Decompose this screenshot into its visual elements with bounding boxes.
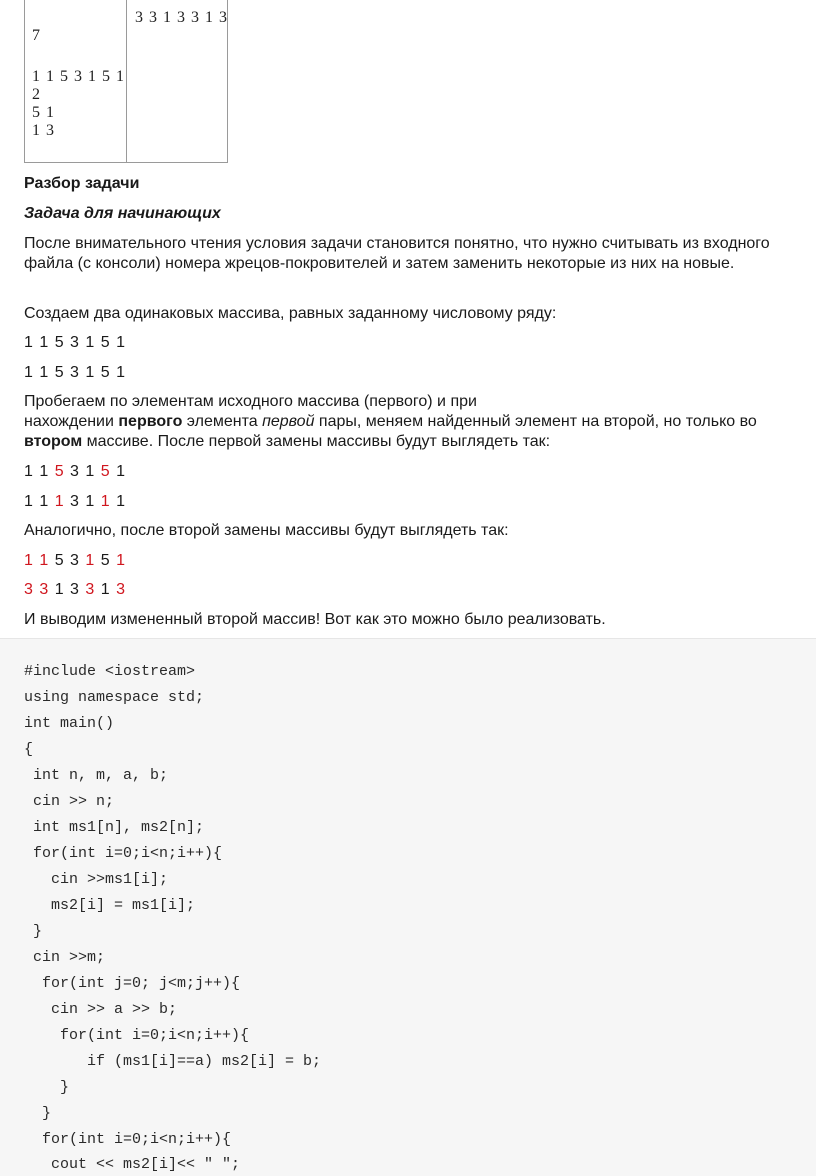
code-line: cout << ms2[i]<< " "; — [24, 1156, 241, 1173]
sequence-after-second-2 — [24, 580, 126, 600]
input-line: 1 1 5 3 1 5 1 — [32, 68, 125, 85]
seq-highlight: 3 — [85, 581, 96, 598]
paragraph-text: элемента — [182, 413, 263, 430]
paragraph-text: пары, меняем найденный элемент на второй, но только во — [314, 413, 757, 430]
bold-text: первого — [118, 413, 183, 430]
section-subheading: Задача для начинающих — [24, 205, 221, 222]
seq-part: 1 — [95, 581, 117, 598]
code-line: int main() — [24, 715, 115, 732]
code-line: using namespace std; — [24, 689, 205, 706]
seq-part: 3 1 — [64, 493, 101, 510]
seq-part: 5 — [95, 552, 117, 569]
output-cell — [127, 0, 228, 163]
code-line: for(int i=0;i<n;i++){ — [24, 1131, 232, 1148]
seq-highlight: 3 — [116, 581, 126, 598]
io-example-table — [24, 0, 228, 163]
code-line: for(int i=0;i<n;i++){ — [24, 1027, 250, 1044]
seq-part: 3 1 — [64, 463, 101, 480]
code-line: for(int i=0;i<n;i++){ — [24, 845, 223, 862]
sequence-array2: 1 1 5 3 1 5 1 — [24, 364, 126, 381]
sequence-array1: 1 1 5 3 1 5 1 — [24, 334, 126, 351]
seq-highlight: 1 1 — [24, 552, 50, 569]
code-line: #include <iostream> — [24, 663, 196, 680]
code-line: int ms1[n], ms2[n]; — [24, 819, 205, 836]
code-line: for(int j=0; j<m;j++){ — [24, 975, 241, 992]
italic-text: первой — [262, 413, 315, 430]
paragraph-intro: После внимательного чтения условия задачи становится понятно, что нужно считывать из входного файла (с консоли) номера жрецов-покровителей и затем заменить некоторые из них на новые. — [24, 235, 770, 272]
code-line: } — [24, 923, 43, 940]
code-line: cin >> a >> b; — [24, 1001, 178, 1018]
section-heading: Разбор задачи — [24, 175, 140, 192]
input-line: 5 1 — [32, 104, 55, 121]
sequence-after-first-2 — [24, 492, 126, 512]
seq-highlight: 5 — [54, 463, 65, 480]
paragraph-text: нахождении — [24, 413, 119, 430]
seq-highlight: 1 — [116, 552, 126, 569]
input-line: 1 3 — [32, 122, 55, 139]
seq-part: 1 3 — [49, 581, 86, 598]
code-line: } — [24, 1079, 70, 1096]
code-line: cin >>ms1[i]; — [24, 871, 169, 888]
code-line: cin >>m; — [24, 949, 106, 966]
code-line: int n, m, a, b; — [24, 767, 169, 784]
code-line: cin >> n; — [24, 793, 115, 810]
sequence-after-first-1 — [24, 462, 126, 482]
seq-part: 1 1 — [24, 463, 55, 480]
seq-highlight: 1 — [54, 493, 65, 510]
input-line: 2 — [32, 86, 41, 103]
code-block — [0, 638, 816, 1176]
paragraph-iteration — [24, 392, 794, 452]
seq-part: 1 — [110, 463, 126, 480]
code-line: } — [24, 1105, 52, 1122]
seq-highlight: 1 — [85, 552, 96, 569]
output-line: 3 3 1 3 3 1 3 — [135, 9, 228, 26]
paragraph-arrays: Создаем два одинаковых массива, равных заданному числовому ряду: — [24, 305, 557, 322]
code-line: if (ms1[i]==a) ms2[i] = b; — [24, 1053, 322, 1070]
code-line: { — [24, 741, 34, 758]
paragraph-output: И выводим измененный второй массив! Вот как это можно было реализовать. — [24, 611, 606, 628]
seq-part: 5 3 — [49, 552, 86, 569]
seq-highlight: 1 — [100, 493, 111, 510]
paragraph-second-replace: Аналогично, после второй замены массивы будут выглядеть так: — [24, 522, 509, 539]
paragraph-text: массиве. После первой замены массивы будут выглядеть так: — [82, 433, 551, 450]
input-cell — [25, 0, 127, 163]
seq-part: 1 1 — [24, 493, 55, 510]
sequence-after-second-1 — [24, 551, 126, 571]
input-line: 7 — [32, 27, 41, 44]
bold-text: втором — [24, 433, 83, 450]
seq-highlight: 3 3 — [24, 581, 50, 598]
paragraph-text: Пробегаем по элементам исходного массива (первого) и при — [24, 393, 477, 410]
seq-highlight: 5 — [100, 463, 111, 480]
code-line: ms2[i] = ms1[i]; — [24, 897, 196, 914]
seq-part: 1 — [110, 493, 126, 510]
